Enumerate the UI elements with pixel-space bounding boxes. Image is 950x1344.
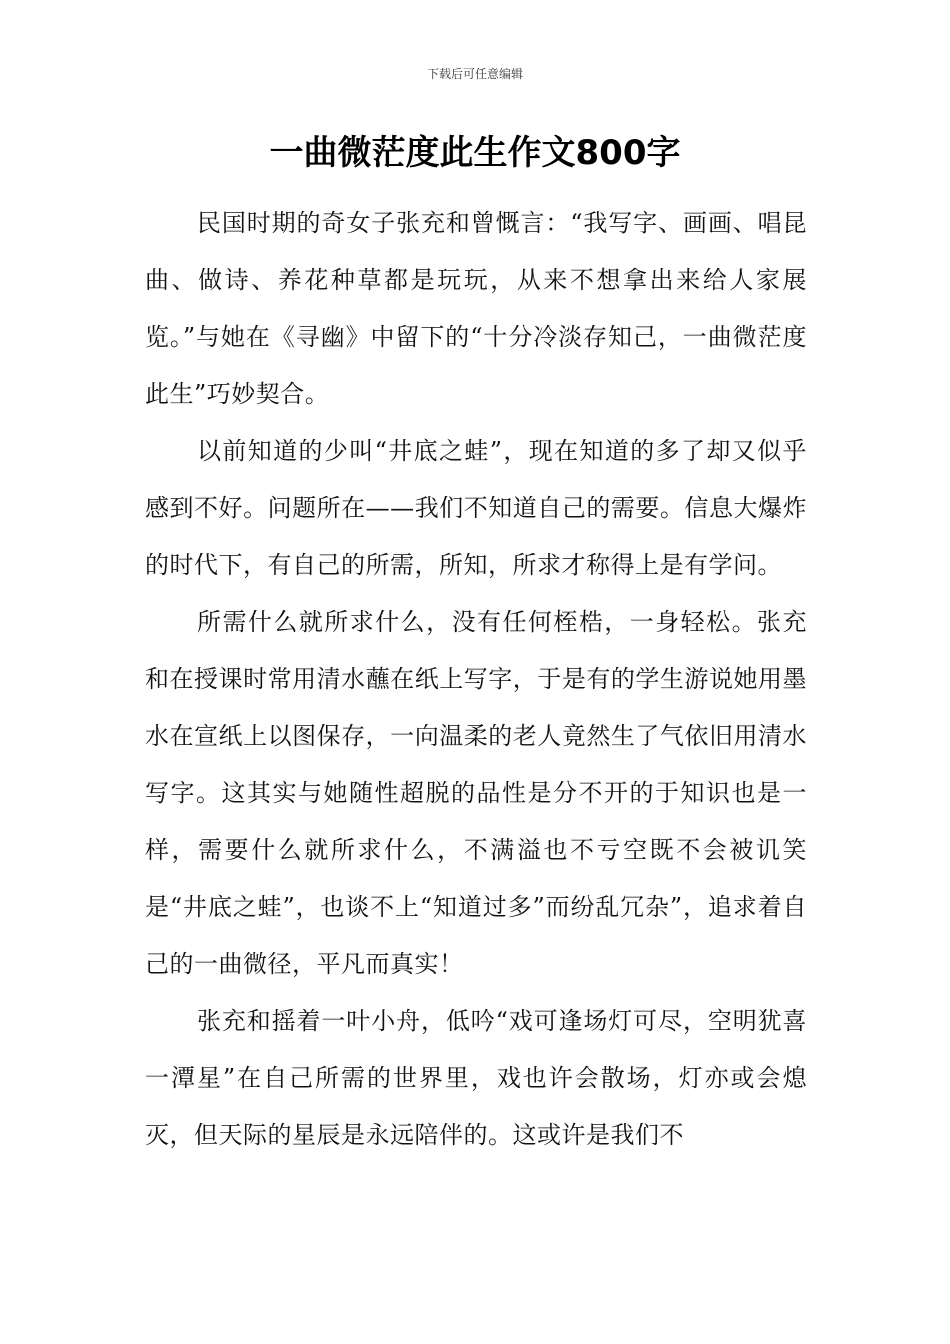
paragraph-4: 张充和摇着一叶小舟，低吟“戏可逢场灯可尽，空明犹喜一潭星”在自己所需的世界里，戏也许会散场，灯亦或会熄灭，但天际的星辰是永远陪伴的。这或许是我们不	[145, 1007, 807, 1149]
paragraph-1: 民国时期的奇女子张充和曾慨言：“我写字、画画、唱昆曲、做诗、养花种草都是玩玩，从来不想拿出来给人家展览。”与她在《寻幽》中留下的“十分冷淡存知己，一曲微茫度此生”巧妙契合。	[145, 209, 807, 408]
header-note: 下载后可任意编辑	[426, 67, 523, 81]
document-title: 一曲微茫度此生作文800字	[269, 133, 681, 173]
document-body	[145, 195, 807, 1164]
paragraph-2: 以前知道的少叫“井底之蛙”，现在知道的多了却又似乎感到不好。问题所在——我们不知道自己的需要。信息大爆炸的时代下，有自己的所需，所知，所求才称得上是有学问。	[145, 437, 807, 579]
paragraph-3: 所需什么就所求什么，没有任何桎梏，一身轻松。张充和在授课时常用清水蘸在纸上写字，于是有的学生游说她用墨水在宣纸上以图保存，一向温柔的老人竟然生了气依旧用清水写字。这其实与她随性超脱的品性是分不开的于知识也是一样，需要什么就所求什么，不满溢也不亏空既不会被讥笑是“井底之蛙”，也谈不上“知道过多”而纷乱冗杂”，追求着自己的一曲微径，平凡而真实！	[145, 608, 807, 978]
